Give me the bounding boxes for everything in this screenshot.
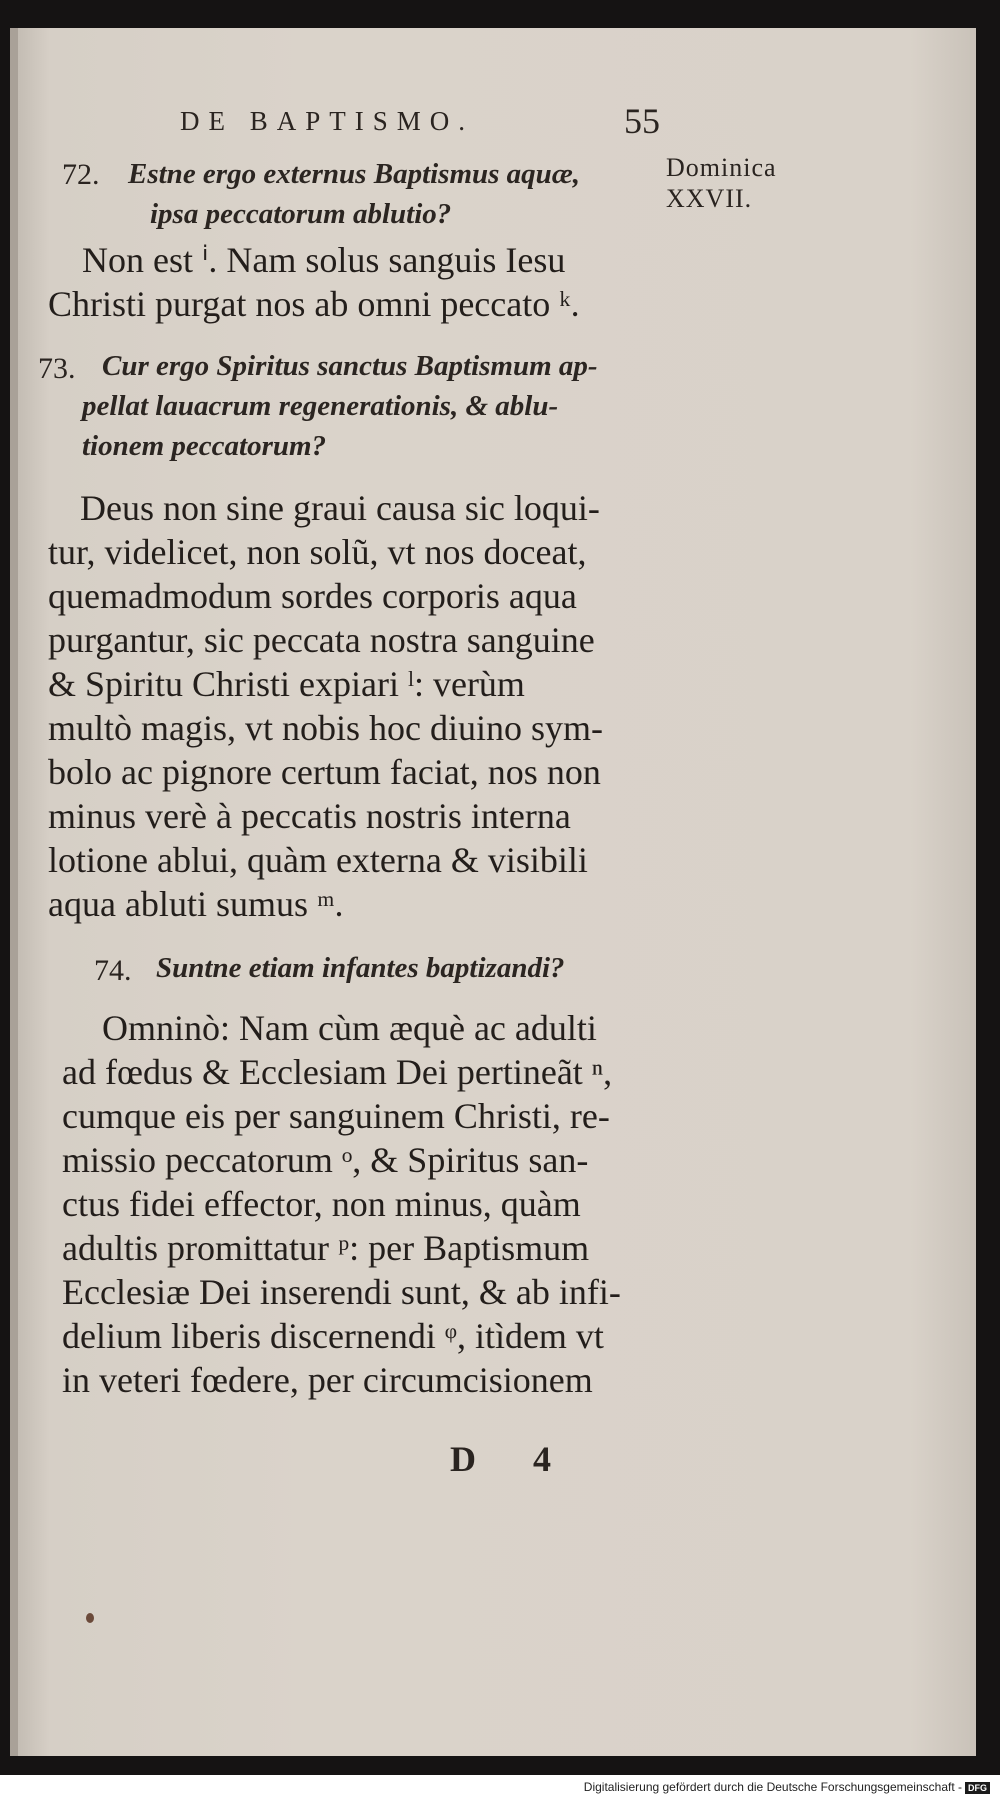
answer-line: ad fœdus & Ecclesiam Dei pertineãt ⁿ, <box>62 1052 613 1092</box>
credit-text: Digitalisierung gefördert durch die Deutsche Forschungsgemeinschaft - <box>583 1780 962 1794</box>
answer-line: multò magis, vt nobis hoc diuino sym- <box>48 708 603 748</box>
answer-line: purgantur, sic peccata nostra sanguine <box>48 620 595 660</box>
question-line: tionem peccatorum? <box>82 430 327 462</box>
page-gutter-edge <box>10 28 18 1756</box>
answer-74 <box>62 1006 621 1402</box>
question-73 <box>82 346 598 466</box>
answer-line: ctus fidei effector, non minus, quàm <box>62 1184 581 1224</box>
question-number-74: 74. <box>94 954 132 987</box>
signature-mark: D 4 <box>450 1439 575 1479</box>
question-line: Suntne etiam infantes baptizandi? <box>156 952 565 984</box>
page-number: 55 <box>624 101 660 141</box>
answer-line: Deus non sine graui causa sic loqui- <box>80 488 600 528</box>
answer-72 <box>48 238 580 326</box>
answer-line: & Spiritu Christi expiari ˡ: verùm <box>48 664 525 704</box>
answer-line: Ecclesiæ Dei inserendi sunt, & ab infi- <box>62 1272 621 1312</box>
question-number-73: 73. <box>38 352 76 385</box>
answer-line: aqua abluti sumus ᵐ. <box>48 884 344 924</box>
dfg-logo: DFG <box>965 1782 990 1794</box>
answer-line: tur, videlicet, non solũ, vt nos doceat, <box>48 532 587 572</box>
question-line: ipsa peccatorum ablutio? <box>150 198 452 230</box>
ink-stain <box>86 1613 94 1623</box>
question-74 <box>156 948 565 988</box>
answer-line: quemadmodum sordes corporis aqua <box>48 576 577 616</box>
answer-line: lotione ablui, quàm externa & visibili <box>48 840 588 880</box>
answer-line: Omninò: Nam cùm æquè ac adulti <box>102 1008 597 1048</box>
question-number-72: 72. <box>62 158 100 191</box>
answer-73 <box>48 486 603 926</box>
margin-note-line: XXVII. <box>666 184 753 213</box>
margin-note-line: Dominica <box>666 153 777 182</box>
book-page <box>10 28 976 1756</box>
answer-line: bolo ac pignore certum faciat, nos non <box>48 752 601 792</box>
question-line: pellat lauacrum regenerationis, & ablu- <box>82 390 559 422</box>
question-line: Cur ergo Spiritus sanctus Baptismum ap- <box>102 350 598 382</box>
question-72 <box>128 154 580 234</box>
digitization-credit <box>584 1780 990 1794</box>
running-head: DE BAPTISMO. <box>180 106 475 136</box>
answer-line: Non est ⁱ. Nam solus sanguis Iesu <box>82 240 566 280</box>
answer-line: in veteri fœdere, per circumcisionem <box>62 1360 593 1400</box>
margin-note <box>666 152 777 214</box>
answer-line: minus verè à peccatis nostris interna <box>48 796 571 836</box>
answer-line: adultis promittatur ᵖ: per Baptismum <box>62 1228 590 1268</box>
answer-line: delium liberis discernendi ᵠ, itìdem vt <box>62 1316 604 1356</box>
answer-line: cumque eis per sanguinem Christi, re- <box>62 1096 610 1136</box>
answer-line: missio peccatorum ᵒ, & Spiritus san- <box>62 1140 589 1180</box>
answer-line: Christi purgat nos ab omni peccato ᵏ. <box>48 284 580 324</box>
question-line: Estne ergo externus Baptismus aquæ, <box>128 158 581 190</box>
